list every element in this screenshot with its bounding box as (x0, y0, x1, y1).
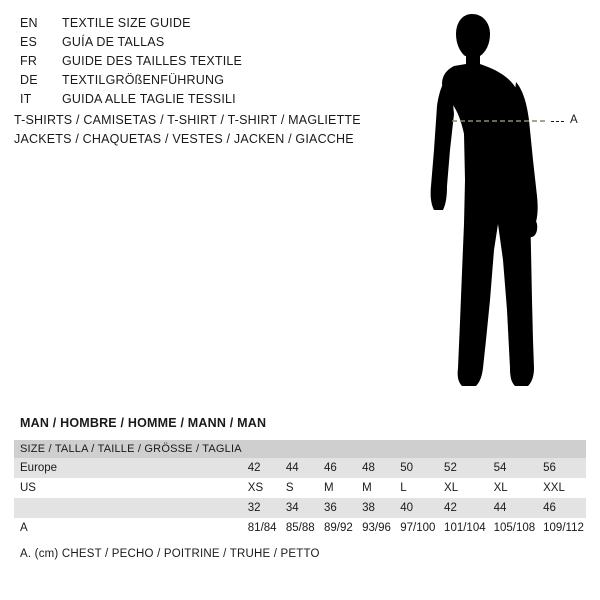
table-cell: 34 (280, 498, 318, 518)
table-cell: 42 (438, 498, 488, 518)
table-cell: M (318, 478, 356, 498)
legend-row (20, 35, 400, 54)
legend-code: FR (20, 54, 38, 68)
table-title: MAN / HOMBRE / HOMME / MANN / MAN (20, 416, 267, 430)
table-cell: XXL (537, 478, 586, 498)
table-header-cell (280, 440, 318, 458)
table-cell: 44 (280, 458, 318, 478)
table-cell: 89/92 (318, 518, 356, 538)
table-cell: 36 (318, 498, 356, 518)
table-cell: 42 (242, 458, 280, 478)
legend-text: GUIDA ALLE TAGLIE TESSILI (62, 92, 236, 106)
table-cell: US (14, 478, 242, 498)
chest-marker-dash (551, 121, 564, 123)
legend-row (20, 73, 400, 92)
table-cell: 46 (537, 498, 586, 518)
table-cell: 109/112 (537, 518, 586, 538)
table-footnote: A. (cm) CHEST / PECHO / POITRINE / TRUHE / PETTO (20, 548, 320, 560)
legend-code: EN (20, 16, 38, 30)
table-row (14, 498, 586, 518)
table-cell: 32 (242, 498, 280, 518)
table-cell: XS (242, 478, 280, 498)
language-legend (20, 16, 400, 111)
table-cell (14, 498, 242, 518)
legend-text: TEXTILGRÖßENFÜHRUNG (62, 73, 225, 87)
legend-row (20, 54, 400, 73)
table-cell: 93/96 (356, 518, 394, 538)
table-cell: XL (438, 478, 488, 498)
table-header-cell (537, 440, 586, 458)
table-cell: 101/104 (438, 518, 488, 538)
table-cell: 40 (394, 498, 438, 518)
legend-text: GUIDE DES TAILLES TEXTILE (62, 54, 243, 68)
table-cell: S (280, 478, 318, 498)
legend-text: TEXTILE SIZE GUIDE (62, 16, 191, 30)
table-header-cell: SIZE / TALLA / TAILLE / GRÖSSE / TAGLIA (14, 440, 242, 458)
size-table (14, 440, 586, 538)
table-header-cell (394, 440, 438, 458)
table-header-row (14, 440, 586, 458)
table-cell: Europe (14, 458, 242, 478)
table-row (14, 458, 586, 478)
category-tshirts: T-SHIRTS / CAMISETAS / T-SHIRT / T-SHIRT / MAGLIETTE (14, 113, 361, 127)
table-cell: 50 (394, 458, 438, 478)
table-row (14, 478, 586, 498)
table-header-cell (356, 440, 394, 458)
table-cell: 48 (356, 458, 394, 478)
table-header-cell (318, 440, 356, 458)
table-cell: 56 (537, 458, 586, 478)
table-cell: 54 (488, 458, 538, 478)
category-jackets: JACKETS / CHAQUETAS / VESTES / JACKEN / GIACCHE (14, 132, 354, 146)
legend-text: GUÍA DE TALLAS (62, 35, 165, 49)
garment-categories (14, 111, 414, 149)
table-row (14, 518, 586, 538)
table-cell: 97/100 (394, 518, 438, 538)
table-cell: L (394, 478, 438, 498)
table-cell: A (14, 518, 242, 538)
legend-code: DE (20, 73, 38, 87)
table-cell: 105/108 (488, 518, 538, 538)
table-cell: 81/84 (242, 518, 280, 538)
legend-row (20, 92, 400, 111)
table-cell: 52 (438, 458, 488, 478)
table-cell: 46 (318, 458, 356, 478)
table-cell: M (356, 478, 394, 498)
table-cell: 38 (356, 498, 394, 518)
size-table-wrap (14, 440, 586, 538)
male-silhouette-icon (410, 10, 595, 400)
table-header-cell (242, 440, 280, 458)
legend-row (20, 16, 400, 35)
table-cell: 44 (488, 498, 538, 518)
table-header-cell (488, 440, 538, 458)
body-figure (410, 10, 595, 400)
table-header-cell (438, 440, 488, 458)
legend-code: IT (20, 92, 32, 106)
table-cell: XL (488, 478, 538, 498)
table-cell: 85/88 (280, 518, 318, 538)
chest-marker-label: A (570, 114, 578, 126)
legend-code: ES (20, 35, 38, 49)
